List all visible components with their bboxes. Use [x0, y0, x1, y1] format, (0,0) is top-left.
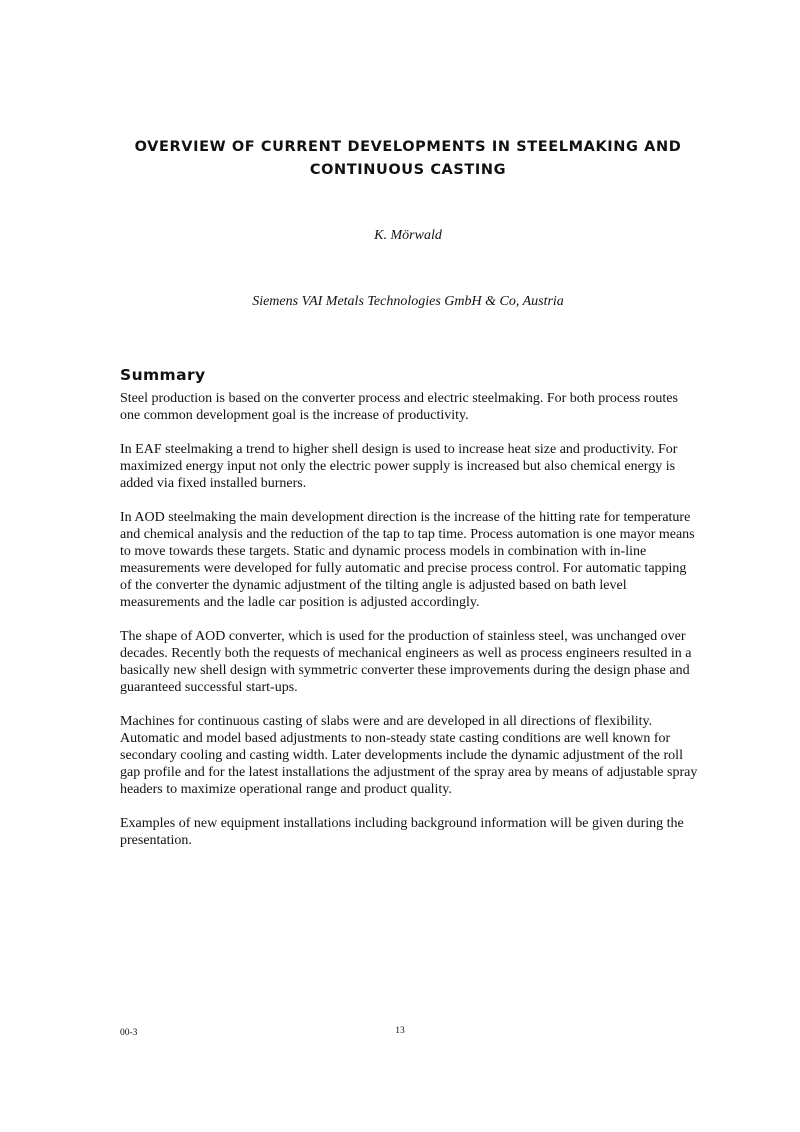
author-name: K. Mörwald	[374, 228, 442, 243]
paragraph: Steel production is based on the converter process and electric steelmaking. For both process routes one common development goal is the increase of productivity.	[120, 391, 678, 423]
paragraph: In EAF steelmaking a trend to higher shell design is used to increase heat size and productivity. For maximized energy input not only the electric power supply is increased but also chemical energy is added via fixed installed burners.	[120, 442, 678, 491]
paragraph: Machines for continuous casting of slabs were and are developed in all directions of flexibility. Automatic and model based adjustments to non-steady state casting conditions are well known for secondary cooling and casting width. Later developments include the dynamic adjustment of the roll gap profile and for the latest installations the adjustment of the spray area by means of adjustable spray headers to maximize operational range and product quality.	[120, 714, 698, 797]
paragraph: The shape of AOD converter, which is used for the production of stainless steel, was unchanged over decades. Recently both the requests of mechanical engineers as well as process engineers resulted in a basically new shell design with symmetric converter these improvements during the design phase and guaranteed successful start-ups.	[120, 629, 692, 695]
paragraph: In AOD steelmaking the main development direction is the increase of the hitting rate for temperature and chemical analysis and the reduction of the tap to tap time. Process automation is one mayor means to move towards these targets. Static and dynamic process models in combination with in-line measurements were developed for fully automatic and precise process control. For automatic tapping of the converter the dynamic adjustment of the tilting angle is adjusted based on bath level measurements and the ladle car position is adjusted accordingly.	[120, 510, 695, 610]
section-heading-summary: Summary	[120, 366, 206, 384]
page-number: 13	[395, 1026, 405, 1036]
page-title	[100, 136, 716, 182]
author-affiliation: Siemens VAI Metals Technologies GmbH & Co, Austria	[252, 294, 564, 309]
footer-code: 00-3	[120, 1028, 138, 1038]
title-line-1: OVERVIEW OF CURRENT DEVELOPMENTS IN STEELMAKING AND	[134, 139, 682, 155]
summary-body	[120, 390, 698, 866]
paragraph: Examples of new equipment installations including background information will be given during the presentation.	[120, 816, 684, 848]
title-line-2: CONTINUOUS CASTING	[309, 162, 507, 178]
